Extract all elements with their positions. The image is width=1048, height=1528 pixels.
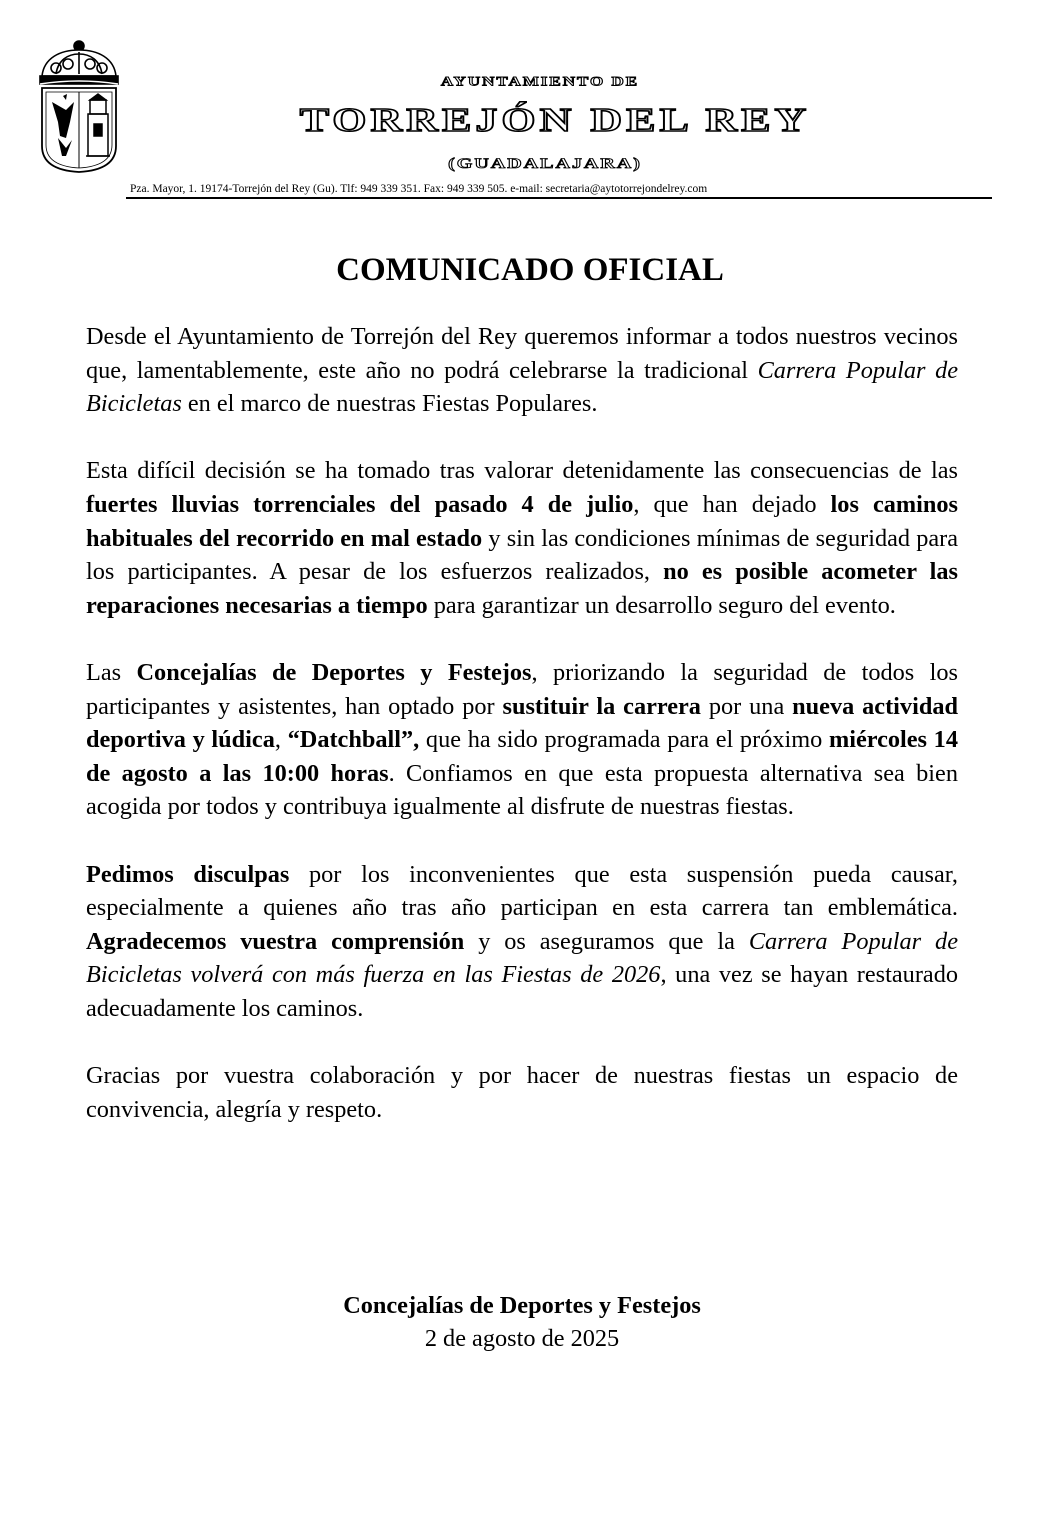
organization-name: TORREJÓN DEL REY [299, 100, 811, 139]
document-title: COMUNICADO OFICIAL [336, 252, 724, 288]
text-run: por una [700, 692, 793, 720]
document-body [86, 320, 958, 1160]
paragraph-4 [86, 858, 958, 1026]
text-run: , una vez se hayan restaurado adecuadamente los caminos. [86, 961, 958, 1022]
text-run: y os aseguramos que la [464, 927, 749, 955]
bold-run: Agradecemos vuestra comprensión [86, 927, 465, 955]
paragraph-1 [86, 320, 958, 421]
organization-prefix: AYUNTAMIENTO DE [440, 74, 640, 89]
text-run: en el marco de nuestras Fiestas Populares. [181, 390, 598, 418]
letterhead [0, 0, 1048, 205]
bold-run: sustituir la carrera [502, 692, 701, 720]
italic-run: Carrera Popular de Bicicletas volverá con más fuerza en las Fiestas de 2026 [86, 927, 958, 989]
bold-run: fuertes lluvias torrenciales del pasado 4 de julio [86, 490, 634, 518]
text-run: y sin las condiciones mínimas de seguridad para los participantes. A pesar de los esfuerzos realizados, [86, 524, 959, 586]
text-run: por los inconvenientes que esta suspensión pueda causar, especialmente a quienes año tras año participan en esta carrera tan emblemática. [86, 860, 958, 922]
text-run: Desde el Ayuntamiento de Torrejón del Rey queremos informar a todos nuestros vecinos que, lamentablemente, este año no podrá celebrarse la tradicional [86, 323, 958, 384]
text-run: , que han dejado [633, 490, 831, 518]
paragraph-2 [86, 454, 958, 622]
bold-run: miércoles 14 de agosto a las 10:00 horas [86, 726, 958, 787]
text-run: Esta difícil decisión se ha tomado tras valorar detenidamente las consecuencias de las [86, 457, 958, 485]
text-run: . Confiamos en que esta propuesta alternativa sea bien acogida por todos y contribuya igualmente al disfrute de nuestras fiestas. [86, 759, 958, 821]
coat-of-arms-icon [36, 38, 122, 174]
text-run: que ha sido programada para el próximo [419, 726, 829, 754]
paragraph-5 [86, 1059, 958, 1126]
text-run: Gracias por vuestra colaboración y por hacer de nuestras fiestas un espacio de convivencia, alegría y respeto. [86, 1062, 958, 1123]
letterhead-divider [126, 197, 992, 199]
organization-province: (GUADALAJARA) [448, 156, 642, 172]
bold-run: Concejalías de Deportes y Festejos [136, 658, 532, 686]
text-run: para garantizar un desarrollo seguro del evento. [427, 591, 896, 619]
text-run: , priorizando la seguridad de todos los participantes y asistentes, han optado por [86, 658, 958, 720]
paragraph-3 [86, 656, 958, 824]
bold-run: “Datchball”, [287, 726, 420, 754]
signature-date: 2 de agosto de 2025 [424, 1325, 620, 1352]
bold-run: los caminos habituales del recorrido en mal estado [86, 490, 958, 552]
bold-run: no es posible acometer las reparaciones necesarias a tiempo [86, 558, 958, 619]
signature-name: Concejalías de Deportes y Festejos [343, 1292, 701, 1319]
signature-block [0, 1289, 1044, 1355]
text-run: , [274, 726, 288, 754]
bold-run: Pedimos disculpas [86, 860, 290, 888]
text-run: Las [86, 658, 137, 686]
bold-run: nueva actividad deportiva y lúdica [86, 692, 958, 754]
contact-line: Pza. Mayor, 1. 19174-Torrejón del Rey (Gu). Tlf: 949 339 351. Fax: 949 339 505. e-mail: secretaria@aytotorrejondelrey.com [130, 183, 708, 195]
italic-run: Carrera Popular de Bicicletas [86, 356, 959, 418]
